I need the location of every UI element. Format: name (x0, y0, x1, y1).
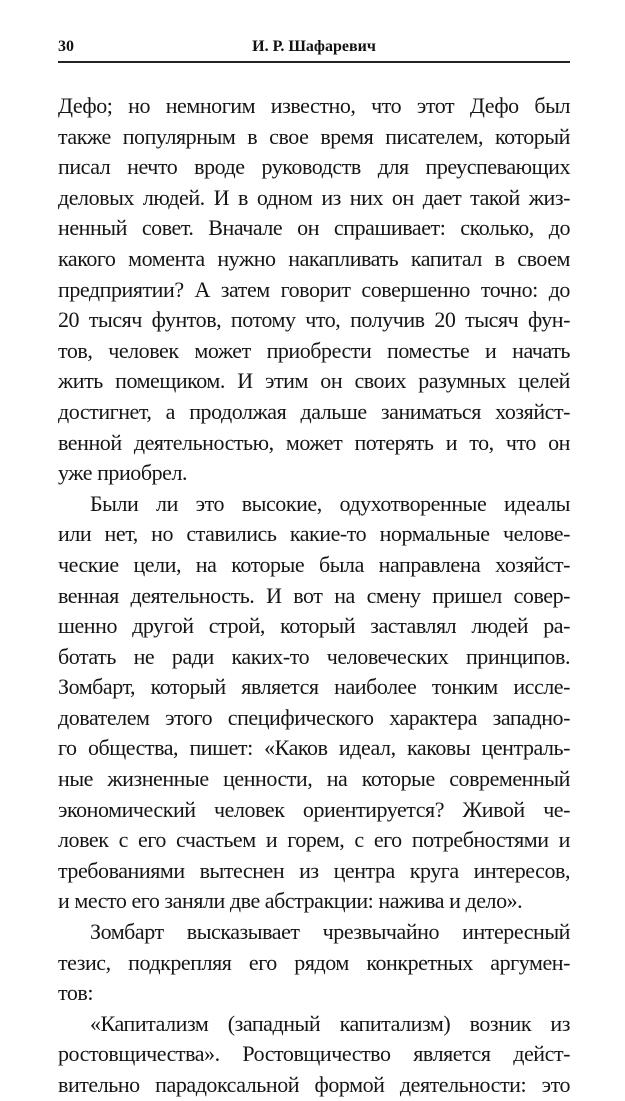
text-line: Были ли это высокие, одухотворенные идеалы (90, 490, 570, 516)
text-line: ненный совет. Вначале он спрашивает: сколько, до (58, 215, 570, 241)
page-header (58, 38, 570, 60)
text-line: Зомбарт, который является наиболее тонким иссле- (58, 674, 570, 700)
header-rule (58, 61, 570, 63)
text-line: уже приобрел. (58, 460, 188, 486)
text-line: требованиями вытеснен из центра круга интересов, (58, 857, 570, 883)
text-line: «Капитализм (западный капитализм) возник из (90, 1010, 570, 1036)
running-title: И. Р. Шафаревич (252, 38, 376, 55)
text-line: предприятии? А затем говорит совершенно точно: до (58, 276, 570, 302)
text-line: Зомбарт высказывает чрезвычайно интересный (90, 919, 570, 945)
text-line: также популярным в свое время писателем, который (58, 123, 570, 149)
text-line: Дефо; но немногим известно, что этот Дефо был (58, 93, 570, 118)
body-text (58, 91, 570, 1101)
text-line: шенно другой строй, который заставлял людей ра- (58, 613, 570, 639)
text-line: тов, человек может приобрести поместье и начать (58, 337, 570, 363)
text-line: ловек с его счастьем и горем, с его потребностями и (58, 827, 570, 853)
text-line: жить помещиком. И этим он своих разумных целей (58, 368, 570, 394)
text-line: ботать не ради каких-то человеческих принципов. (58, 643, 570, 669)
text-line: писал нечто вроде руководств для преуспевающих (58, 154, 570, 180)
text-line: вительно парадоксальной формой деятельности: это (58, 1072, 570, 1097)
text-line: тезис, подкрепляя его рядом конкретных аргумен- (58, 949, 570, 975)
text-line: или нет, но ставились какие-то нормальные челове- (58, 521, 570, 547)
page-number: 30 (58, 38, 74, 55)
text-line: достигнет, а продолжая дальше заниматься хозяйст- (58, 398, 570, 424)
text-line: какого момента нужно накапливать капитал в своем (58, 245, 570, 271)
text-line: ческие цели, на которые была направлена хозяйст- (58, 551, 570, 577)
text-line: тов: (58, 980, 94, 1006)
text-line: венная деятельность. И вот на смену пришел совер- (58, 582, 570, 608)
text-line: и место его заняли две абстракции: нажива и дело». (58, 888, 523, 914)
text-line: 20 тысяч фунтов, потому что, получив 20 тысяч фун- (58, 307, 570, 333)
text-line: деловых людей. И в одном из них он дает такой жиз- (58, 184, 570, 210)
text-line: дователем этого специфического характера западно- (58, 704, 570, 730)
text-line: го общества, пишет: «Каков идеал, каковы централь- (58, 735, 570, 761)
text-line: экономический человек ориентируется? Живой че- (58, 796, 570, 822)
text-line: венной деятельностью, может потерять и то, что он (58, 429, 570, 455)
text-line: ные жизненные ценности, на которые современный (58, 766, 570, 792)
text-line: ростовщичества». Ростовщичество является дейст- (58, 1041, 570, 1067)
